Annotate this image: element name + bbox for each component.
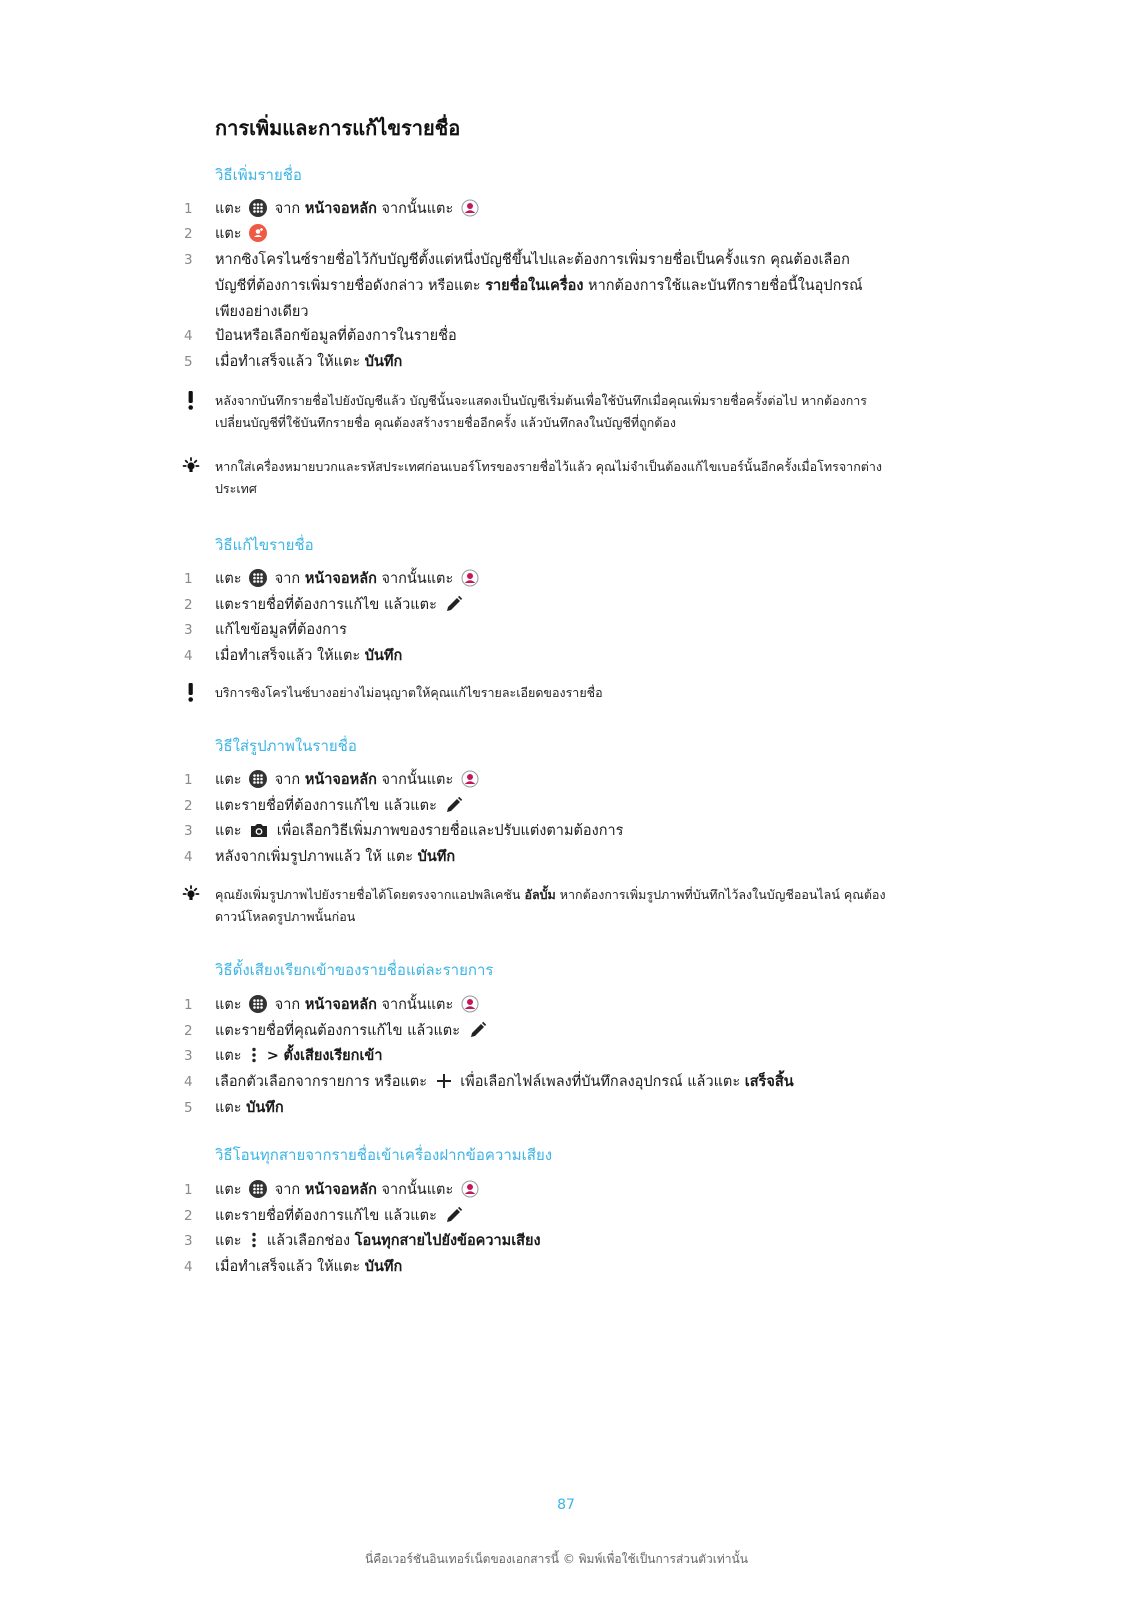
- save-label: บันทึก: [364, 648, 403, 664]
- note-text: เปลี่ยนบัญชีที่ใช้บันทึกรายชื่อ คุณต้องสร้างรายชื่ออีกครั้ง แล้วบันทึกลงในบัญชีที่ถูกต้อง: [215, 415, 676, 430]
- step-text: แตะ: [215, 997, 242, 1013]
- lightbulb-icon: [180, 456, 202, 478]
- step-text: จากนั้นแตะ: [381, 1182, 454, 1198]
- step-text: แตะ: [215, 201, 242, 217]
- footer-note: นี่คือเวอร์ชันอินเทอร์เน็ตของเอกสารนี้ © พิมพ์เพื่อใช้เป็นการส่วนตัวเท่านั้น: [365, 1552, 748, 1566]
- step-text: แตะ: [215, 772, 242, 788]
- step-text: หากต้องการใช้และบันทึกรายชื่อนี้ในอุปกรณ์: [588, 278, 863, 294]
- step-text: แก้ไขข้อมูลที่ต้องการ: [215, 622, 347, 638]
- save-label: บันทึก: [364, 1259, 403, 1275]
- contacts-icon: [461, 1180, 479, 1198]
- step-number: 2: [184, 597, 193, 613]
- note-text: หลังจากบันทึกรายชื่อไปยังบัญชีแล้ว บัญชีนั้นจะแสดงเป็นบัญชีเริ่มต้นเพื่อใช้บันทึกเมื่อคุณเพิ่มรายชื่อครั้งต่อไป หากต้องการ: [215, 393, 868, 408]
- home-screen-label: หน้าจอหลัก: [304, 997, 377, 1013]
- set-ringtone-label: ตั้งเสียงเรียกเข้า: [283, 1048, 383, 1064]
- step-number: 4: [184, 648, 193, 664]
- step-number: 3: [184, 622, 193, 638]
- step-text: จากนั้นแตะ: [381, 772, 454, 788]
- done-label: เสร็จสิ้น: [744, 1074, 794, 1090]
- step-number: 1: [184, 997, 193, 1013]
- section-heading-voicemail: วิธีโอนทุกสายจากรายชื่อเข้าเครื่องฝากข้อความเสียง: [215, 1146, 553, 1164]
- step-text: แตะรายชื่อที่ต้องการแก้ไข แล้วแตะ: [215, 798, 437, 814]
- apps-grid-icon: [249, 995, 267, 1013]
- step-number: 4: [184, 1074, 193, 1090]
- page-number: 87: [557, 1497, 575, 1513]
- step-number: 3: [184, 252, 193, 268]
- step-text: จากนั้นแตะ: [381, 201, 454, 217]
- pencil-edit-icon: [468, 1020, 488, 1040]
- step-text: แตะรายชื่อที่คุณต้องการแก้ไข แล้วแตะ: [215, 1023, 461, 1039]
- step-text: เมื่อทำเสร็จแล้ว ให้แตะ: [215, 354, 361, 370]
- section-heading-add-contact: วิธีเพิ่มรายชื่อ: [215, 166, 302, 184]
- step-text: จากนั้นแตะ: [381, 997, 454, 1013]
- step-text: เพียงอย่างเดียว: [215, 304, 309, 320]
- step-text: แตะ: [215, 571, 242, 587]
- home-screen-label: หน้าจอหลัก: [304, 1182, 377, 1198]
- step-number: 5: [184, 354, 193, 370]
- pencil-edit-icon: [444, 594, 464, 614]
- menu-separator: >: [266, 1048, 279, 1064]
- step-text: จาก: [274, 772, 301, 788]
- contacts-icon: [461, 199, 479, 217]
- apps-grid-icon: [249, 770, 267, 788]
- step-number: 1: [184, 201, 193, 217]
- step-text: แตะรายชื่อที่ต้องการแก้ไข แล้วแตะ: [215, 1208, 437, 1224]
- step-number: 1: [184, 772, 193, 788]
- step-text: จาก: [274, 1182, 301, 1198]
- section-heading-ringtone: วิธีตั้งเสียงเรียกเข้าของรายชื่อแต่ละรายการ: [215, 961, 494, 979]
- plus-icon: [435, 1072, 453, 1090]
- step-text: เพื่อเลือกวิธีเพิ่มภาพของรายชื่อและปรับแต่งตามต้องการ: [276, 823, 624, 839]
- save-label: บันทึก: [417, 849, 456, 865]
- step-text: เมื่อทำเสร็จแล้ว ให้แตะ: [215, 648, 361, 664]
- note-text: หากใส่เครื่องหมายบวกและรหัสประเทศก่อนเบอร์โทรของรายชื่อไว้แล้ว คุณไม่จำเป็นต้องแก้ไขเบอร์นั้นอีกครั้งเมื่อโทรจากต่าง: [215, 459, 882, 474]
- step-text: แตะ: [215, 1048, 242, 1064]
- note-text: ดาวน์โหลดรูปภาพนั้นก่อน: [215, 909, 356, 924]
- pencil-edit-icon: [444, 795, 464, 815]
- home-screen-label: หน้าจอหลัก: [304, 201, 377, 217]
- note-text: บริการซิงโครไนซ์บางอย่างไม่อนุญาตให้คุณแก้ไขรายละเอียดของรายชื่อ: [215, 685, 603, 700]
- note-text: หากต้องการเพิ่มรูปภาพที่บันทึกไว้ลงในบัญชีออนไลน์ คุณต้อง: [559, 887, 886, 902]
- step-text: หลังจากเพิ่มรูปภาพแล้ว ให้ แตะ: [215, 849, 414, 865]
- note-text: ประเทศ: [215, 481, 257, 496]
- apps-grid-icon: [249, 199, 267, 217]
- step-text: จาก: [274, 201, 301, 217]
- step-text: แตะ: [215, 1100, 242, 1116]
- step-text: จาก: [274, 571, 301, 587]
- more-vertical-icon: [249, 1231, 259, 1249]
- step-text: แตะรายชื่อที่ต้องการแก้ไข แล้วแตะ: [215, 597, 437, 613]
- step-number: 4: [184, 1259, 193, 1275]
- section-heading-add-picture: วิธีใส่รูปภาพในรายชื่อ: [215, 737, 357, 755]
- contacts-icon: [461, 569, 479, 587]
- step-number: 2: [184, 1208, 193, 1224]
- home-screen-label: หน้าจอหลัก: [304, 571, 377, 587]
- album-app-label: อัลบั้ม: [524, 887, 556, 902]
- save-label: บันทึก: [364, 354, 403, 370]
- note-text: คุณยังเพิ่มรูปภาพไปยังรายชื่อได้โดยตรงจากแอปพลิเคชัน: [215, 887, 521, 902]
- step-number: 2: [184, 226, 193, 242]
- step-text: แตะ: [215, 1233, 242, 1249]
- step-number: 5: [184, 1100, 193, 1116]
- pencil-edit-icon: [444, 1205, 464, 1225]
- step-number: 3: [184, 1048, 193, 1064]
- more-vertical-icon: [249, 1046, 259, 1064]
- contacts-icon: [461, 995, 479, 1013]
- step-text: ป้อนหรือเลือกข้อมูลที่ต้องการในรายชื่อ: [215, 328, 457, 344]
- step-text: จาก: [274, 997, 301, 1013]
- step-number: 4: [184, 328, 193, 344]
- step-number: 2: [184, 1023, 193, 1039]
- step-number: 3: [184, 823, 193, 839]
- step-text: บัญชีที่ต้องการเพิ่มรายชื่อดังกล่าว หรือแตะ: [215, 278, 481, 294]
- step-text: เลือกตัวเลือกจากรายการ หรือแตะ: [215, 1074, 427, 1090]
- save-label: บันทึก: [246, 1100, 284, 1116]
- step-text: หากซิงโครไนซ์รายชื่อไว้กับบัญชีตั้งแต่หนึ่งบัญชีขึ้นไปและต้องการเพิ่มรายชื่อเป็นครั้งแรก คุณต้องเลือก: [215, 252, 850, 268]
- step-text: แล้วเลือกช่อง: [266, 1233, 351, 1249]
- apps-grid-icon: [249, 1180, 267, 1198]
- step-text: แตะ: [215, 226, 242, 242]
- section-heading-edit-contact: วิธีแก้ไขรายชื่อ: [215, 536, 314, 554]
- apps-grid-icon: [249, 569, 267, 587]
- camera-icon: [249, 822, 269, 839]
- step-number: 4: [184, 849, 193, 865]
- step-text: แตะ: [215, 823, 242, 839]
- exclamation-icon: [180, 390, 202, 412]
- step-number: 1: [184, 571, 193, 587]
- step-number: 2: [184, 798, 193, 814]
- lightbulb-icon: [180, 884, 202, 906]
- step-number: 3: [184, 1233, 193, 1249]
- step-text: จากนั้นแตะ: [381, 571, 454, 587]
- contacts-icon: [461, 770, 479, 788]
- add-contact-icon: [249, 224, 267, 242]
- forward-to-voicemail-label: โอนทุกสายไปยังข้อความเสียง: [354, 1233, 541, 1249]
- exclamation-icon: [180, 682, 202, 704]
- step-text: เมื่อทำเสร็จแล้ว ให้แตะ: [215, 1259, 361, 1275]
- page-title: การเพิ่มและการแก้ไขรายชื่อ: [215, 116, 461, 140]
- phone-contacts-label: รายชื่อในเครื่อง: [485, 278, 584, 294]
- step-text: แตะ: [215, 1182, 242, 1198]
- step-text: เพื่อเลือกไฟล์เพลงที่บันทึกลงอุปกรณ์ แล้วแตะ: [460, 1074, 741, 1090]
- step-number: 1: [184, 1182, 193, 1198]
- home-screen-label: หน้าจอหลัก: [304, 772, 377, 788]
